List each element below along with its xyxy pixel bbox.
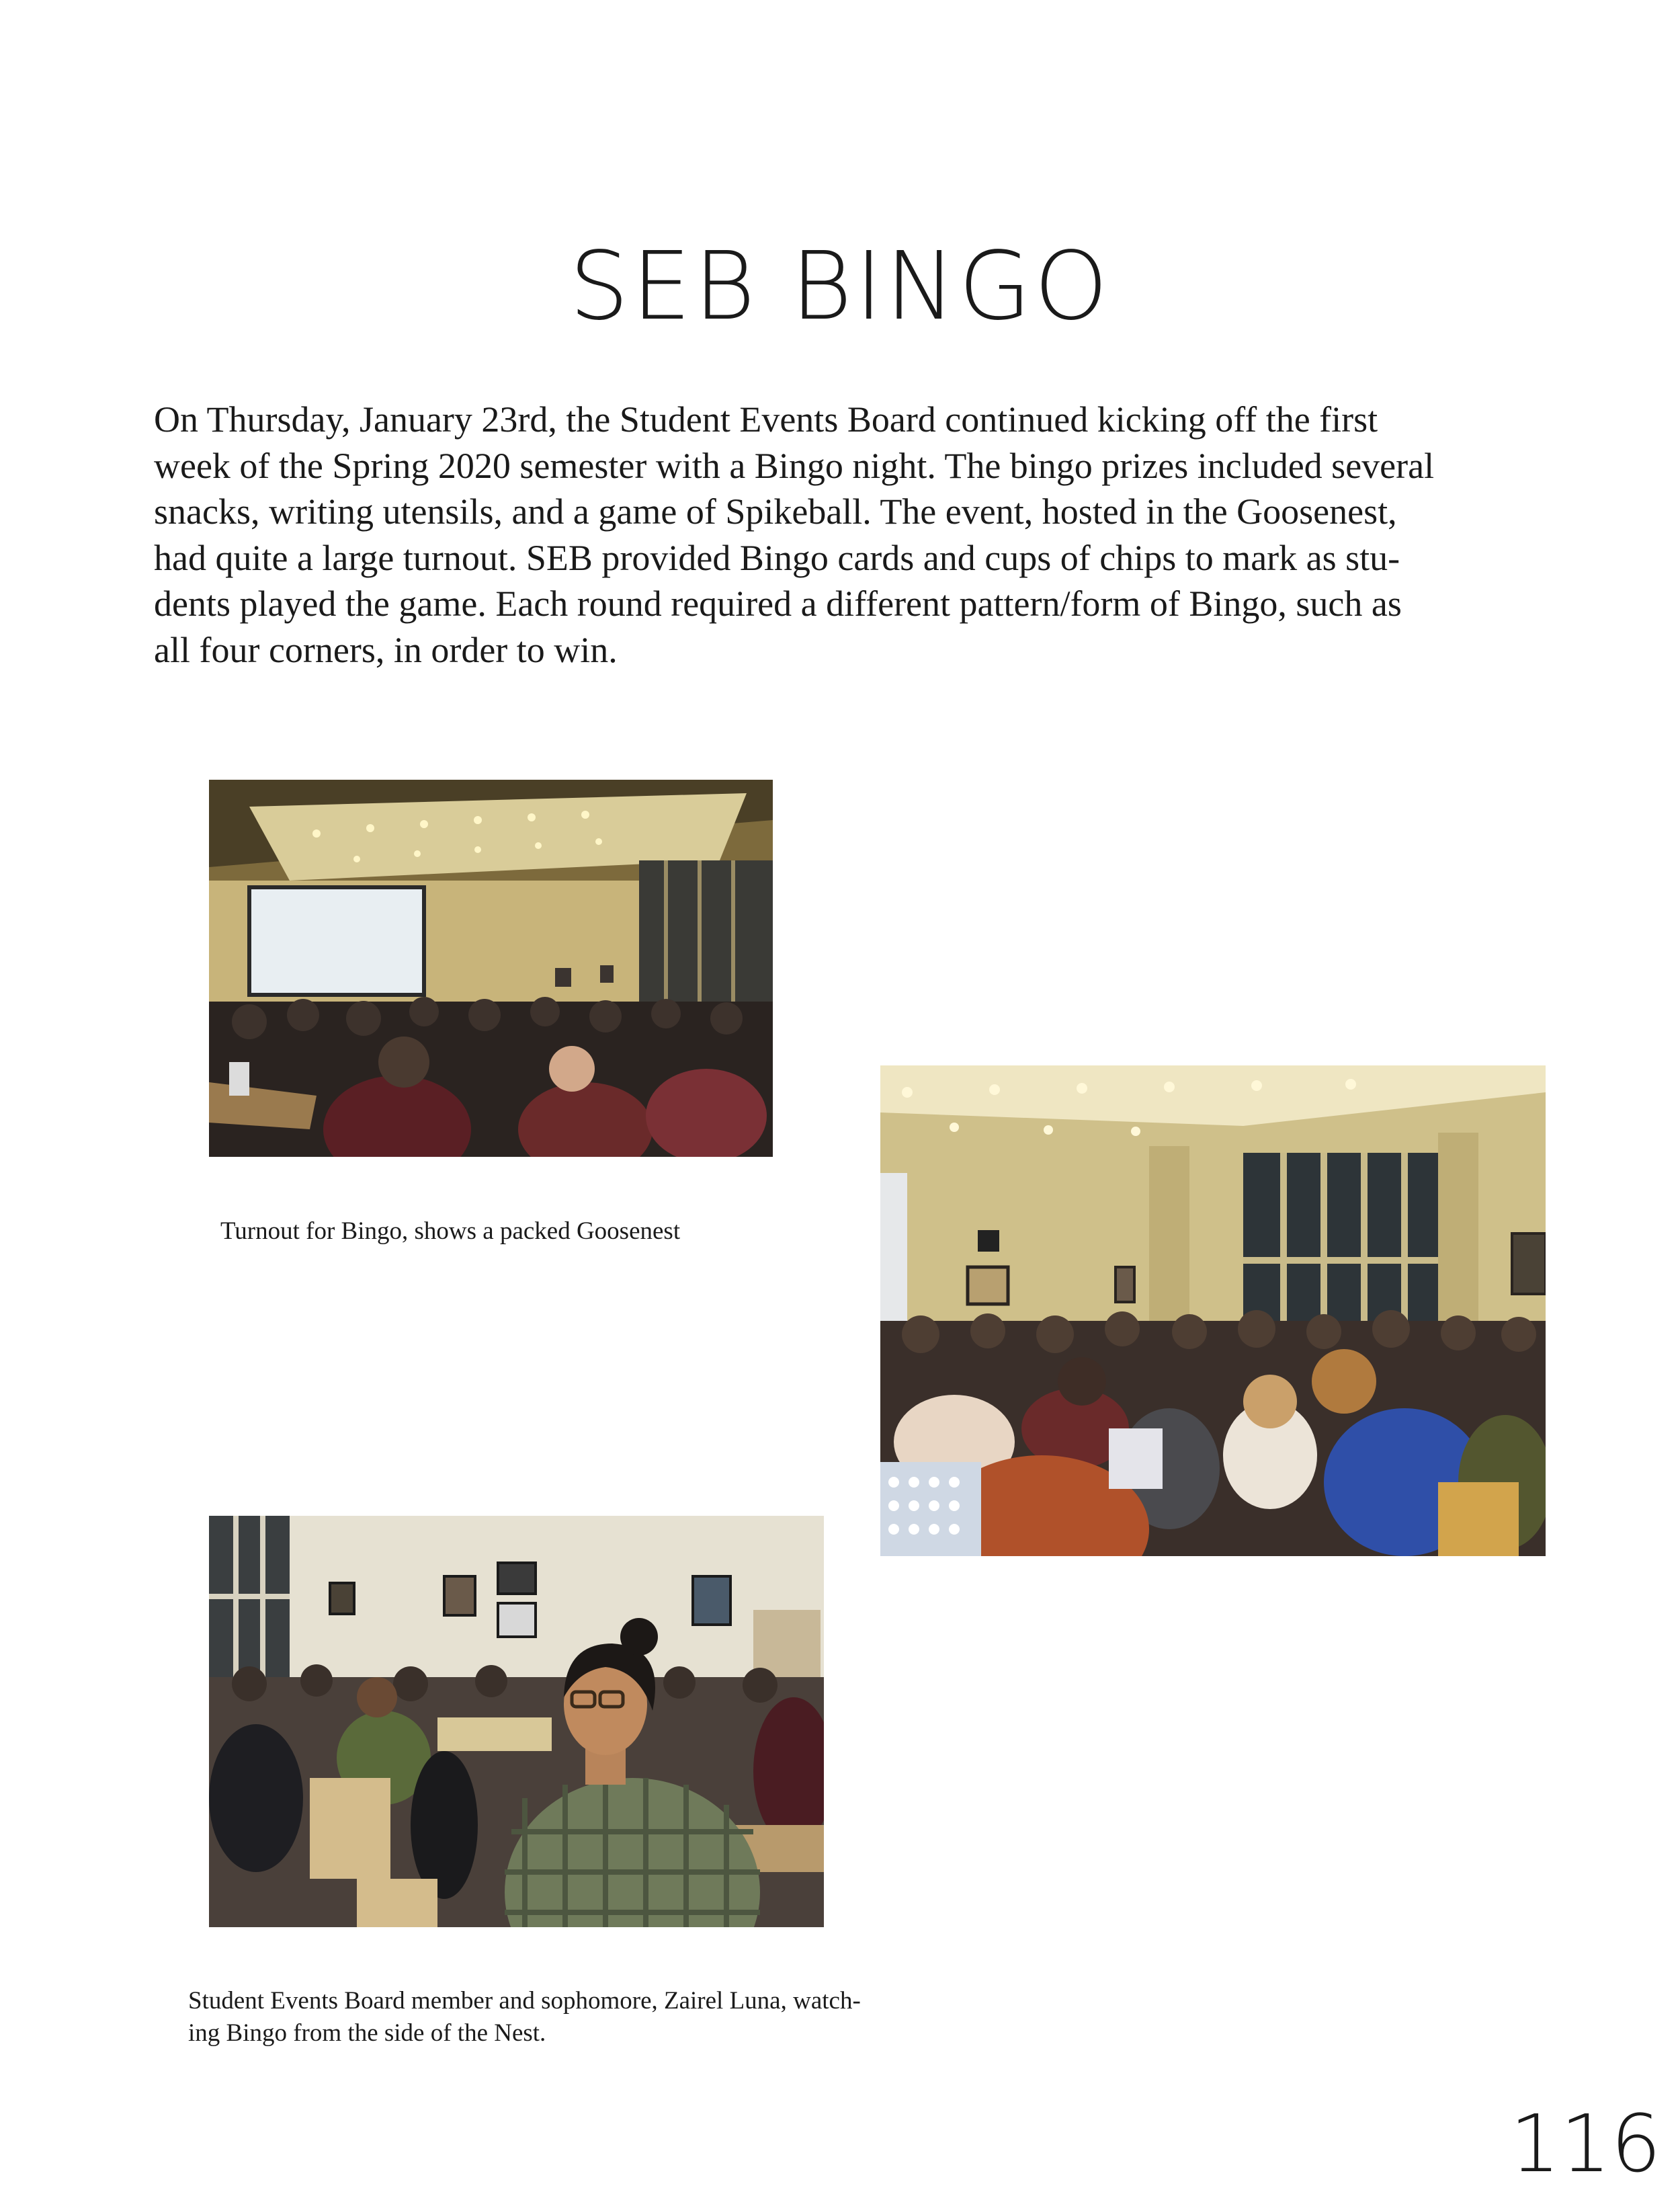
body-line: week of the Spring 2020 semester with a Bingo night. The bingo prizes included several — [154, 445, 1435, 486]
article-body — [154, 397, 1552, 673]
photo-goosenest-turnout — [209, 780, 773, 1157]
caption-line: ing Bingo from the side of the Nest. — [188, 2019, 546, 2047]
body-line: snacks, writing utensils, and a game of Spikeball. The event, hosted in the Goosenest, — [154, 491, 1397, 532]
page-number: 116 — [1509, 2097, 1661, 2190]
photo-caption — [188, 1985, 861, 2050]
photo-caption — [220, 1215, 680, 1248]
body-line: had quite a large turnout. SEB provided Bingo cards and cups of chips to mark as stu- — [154, 537, 1400, 578]
photo-bingo-crowd — [880, 1065, 1546, 1556]
caption-line: Turnout for Bingo, shows a packed Goosenest — [220, 1217, 681, 1245]
caption-line: Student Events Board member and sophomore, Zairel Luna, watch- — [188, 1987, 861, 2015]
page-title: SEB BINGO — [569, 232, 1111, 341]
photo-zairel-luna — [209, 1516, 824, 1927]
body-line: dents played the game. Each round required a different pattern/form of Bingo, such as — [154, 583, 1402, 624]
body-line: On Thursday, January 23rd, the Student Events Board continued kicking off the first — [154, 399, 1378, 440]
body-line: all four corners, in order to win. — [154, 629, 618, 670]
